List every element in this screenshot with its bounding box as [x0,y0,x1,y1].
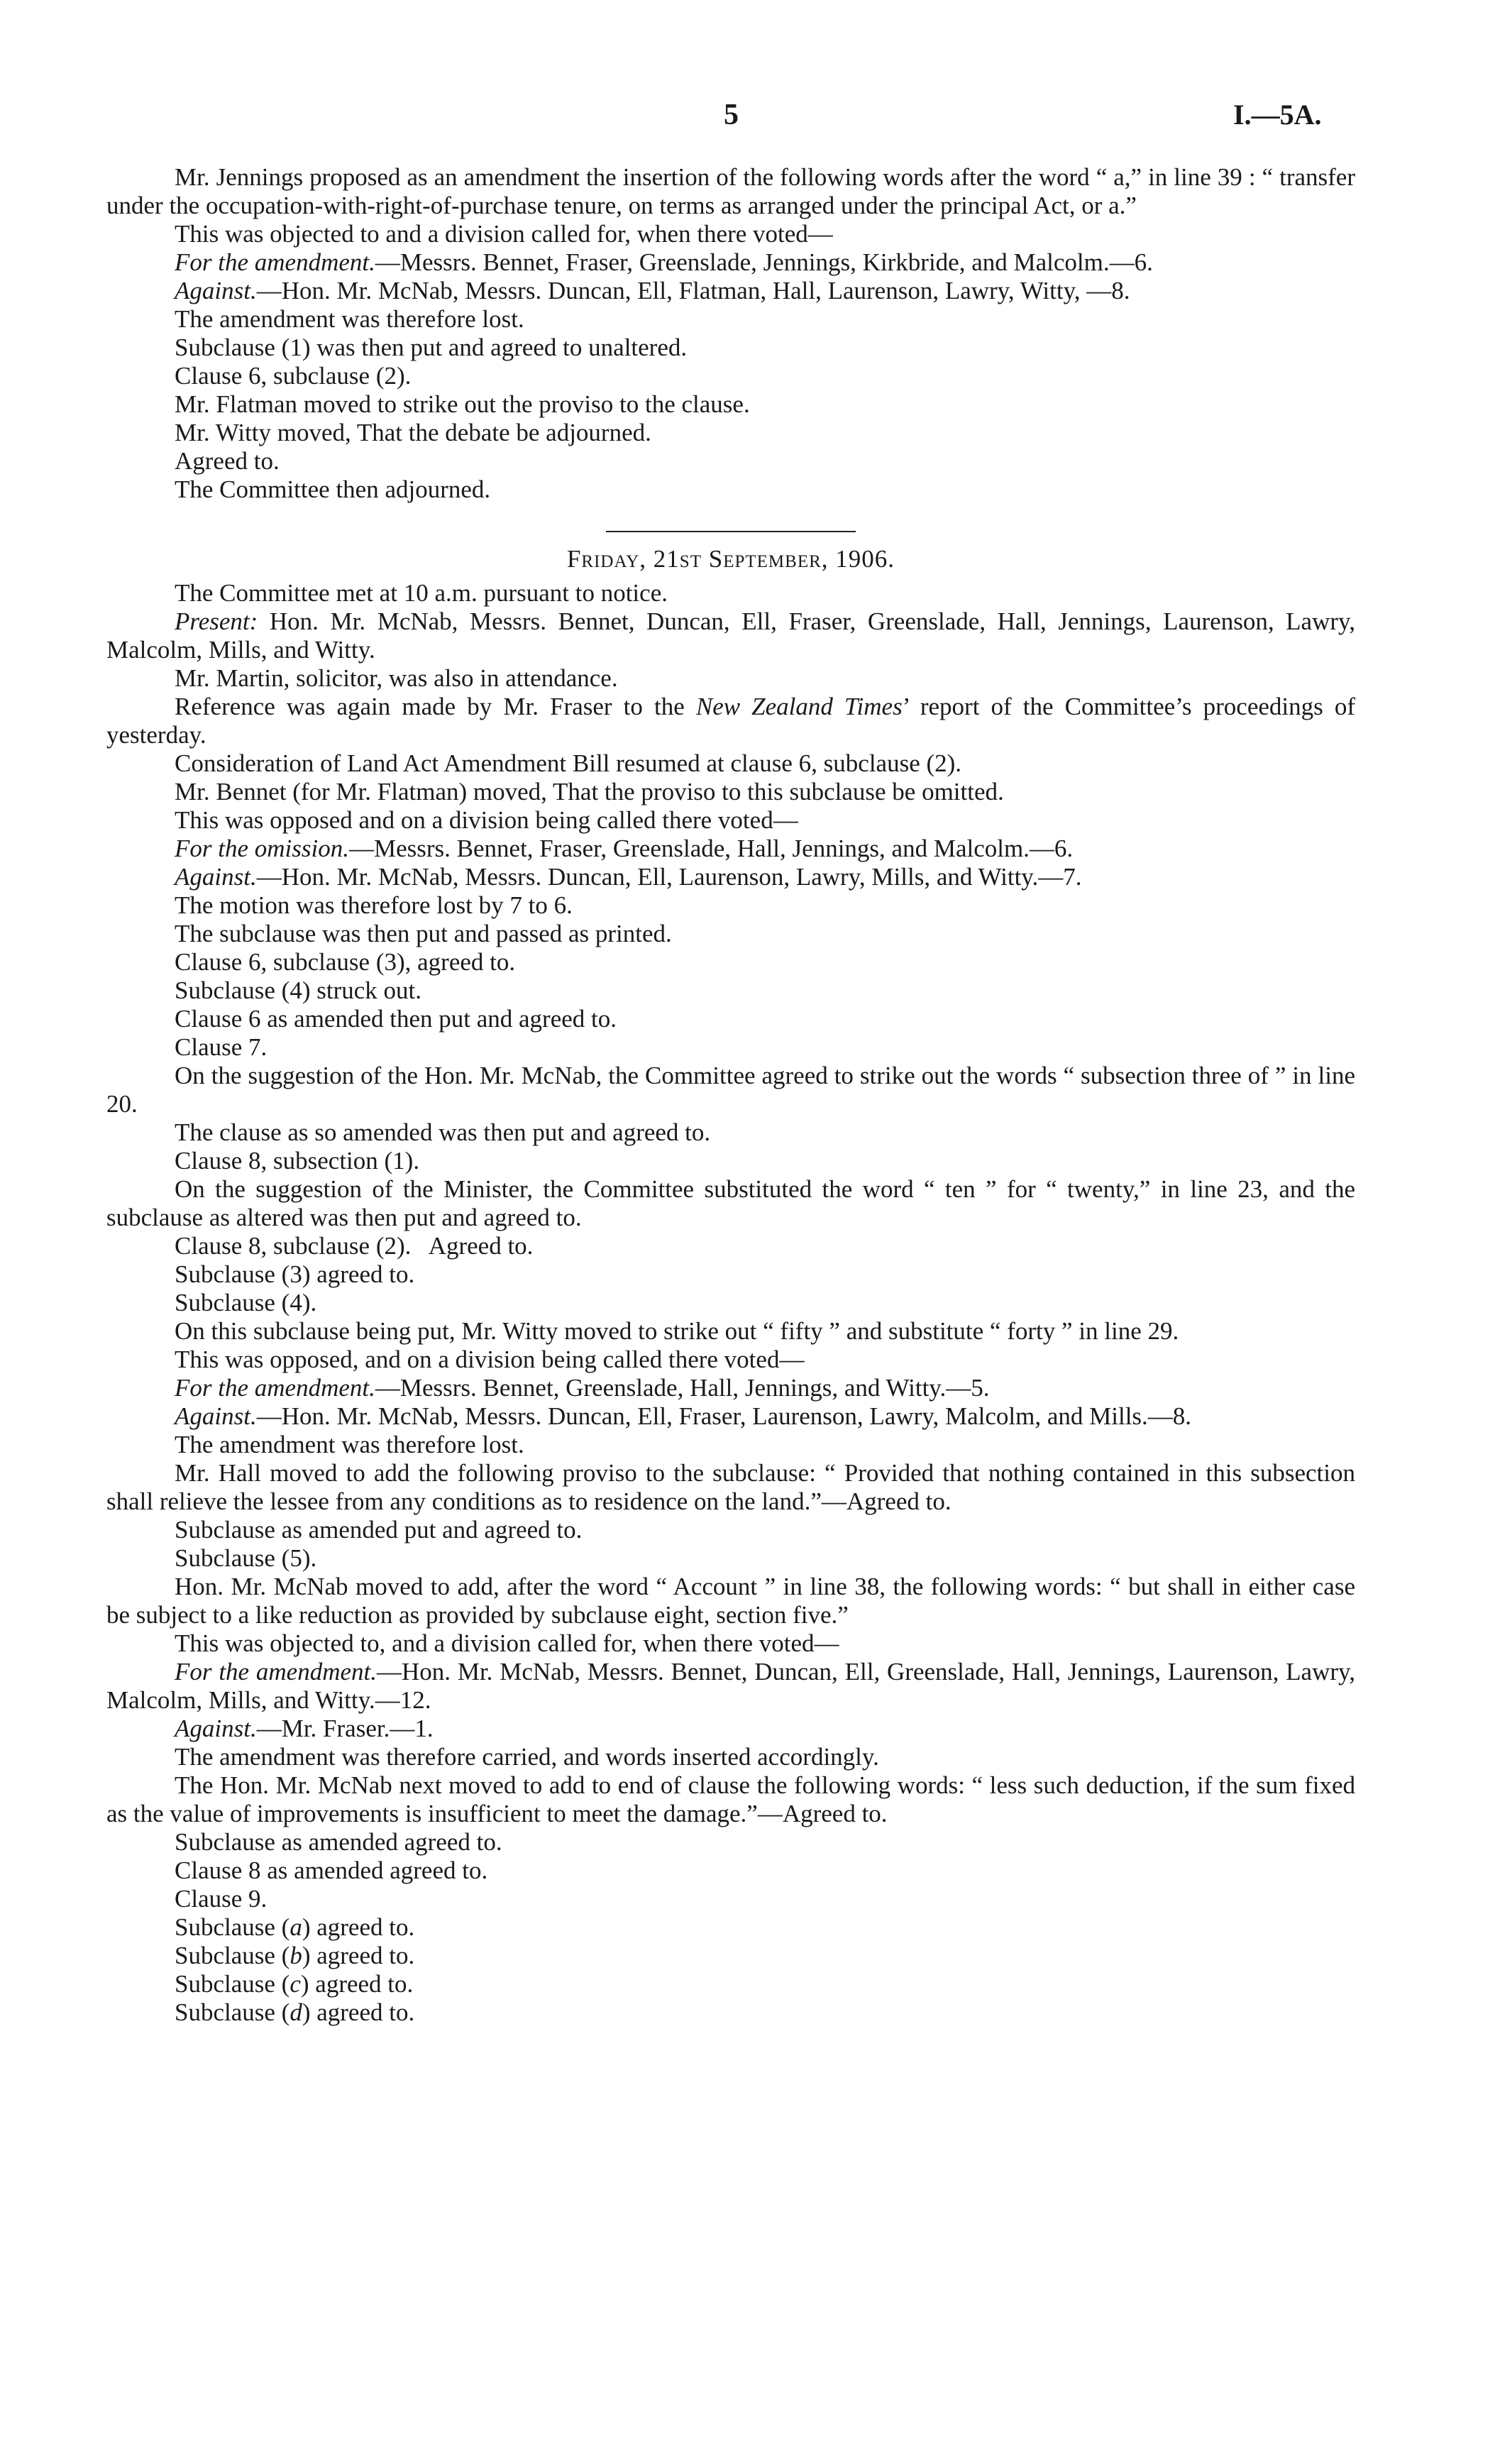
subclause-line [106,1998,1355,2027]
paragraph: Subclause as amended agreed to. [175,1828,502,1856]
paragraph: Mr. Bennet (for Mr. Flatman) moved, That the proviso to this subclause be omitted. [175,778,1004,805]
vote-names: —Messrs. Bennet, Greenslade, Hall, Jennings, and Witty.—5. [375,1374,990,1402]
vote-against [106,863,1355,891]
newspaper-title: New Zealand Times [695,693,903,720]
subclause-line [106,1970,1355,1998]
paragraph: Subclause (1) was then put and agreed to unaltered. [175,334,688,361]
vote-for [106,1658,1355,1715]
paragraph: The amendment was therefore lost. [175,1431,524,1458]
subclause-line [106,1913,1355,1942]
paragraph: Clause 6, subclause (3), agreed to. [175,948,516,976]
text-run: Subclause ( [175,1913,290,1941]
paragraph: Clause 6, subclause (2). [175,362,412,390]
attendance-names: Hon. Mr. McNab, Messrs. Bennet, Duncan, Ell, Fraser, Greenslade, Hall, Jennings, Laurenson, Lawry, Malcolm, Mills, and Witty. [106,607,1355,664]
vote-for [106,1374,1355,1402]
vote-against [106,1402,1355,1431]
attendance-label: Present: [175,607,258,635]
page-header [0,98,1500,141]
paragraph: Clause 9. [175,1885,268,1913]
paragraph: On the suggestion of the Minister, the Committee substituted the word “ ten ” for “ twenty,” in line 23, and the subclause as altered was then put and agreed to. [106,1175,1355,1231]
paragraph: Subclause (5). [175,1544,317,1572]
vote-label: For the omission. [175,835,349,862]
text-run: Subclause ( [175,1998,290,2026]
paragraph: Clause 8, subsection (1). [175,1147,420,1175]
paragraph: Subclause (3) agreed to. [175,1260,415,1288]
subclause-letter: d [289,1998,302,2026]
paragraph: The motion was therefore lost by 7 to 6. [175,891,573,919]
page-number: 5 [724,99,739,131]
paragraph: The subclause was then put and passed as printed. [175,920,672,947]
text-run: Subclause ( [175,1970,290,1998]
text-run: Subclause ( [175,1942,290,1969]
paragraph: Clause 8, subclause (2). Agreed to. [175,1232,534,1260]
section-heading: Friday, 21st September, 1906. [566,545,895,573]
paragraph: Subclause (4). [175,1289,317,1316]
vote-against [106,277,1355,305]
vote-names: —Messrs. Bennet, Fraser, Greenslade, Jennings, Kirkbride, and Malcolm.—6. [375,248,1153,276]
vote-names: —Hon. Mr. McNab, Messrs. Duncan, Ell, Fraser, Laurenson, Lawry, Malcolm, and Mills.—8. [256,1402,1192,1430]
document-body [106,163,1355,2027]
text-run: ) agreed to. [300,1970,414,1998]
text-run: ) agreed to. [302,1942,415,1969]
paragraph: Subclause as amended put and agreed to. [175,1516,583,1544]
paragraph: Mr. Jennings proposed as an amendment the insertion of the following words after the word “ a,” in line 39 : “ transfer under the occupation-with-right-of-purchase tenure, on terms as arranged under the principal Act, or a.” [106,163,1355,219]
vote-names: —Hon. Mr. McNab, Messrs. Duncan, Ell, Laurenson, Lawry, Mills, and Witty.—7. [256,863,1082,891]
paragraph: Hon. Mr. McNab moved to add, after the word “ Account ” in line 38, the following words: “ but shall in either case be subject to a like reduction as provided by subclause eight, section five.” [106,1573,1355,1629]
paragraph: Subclause (4) struck out. [175,977,421,1004]
subclause-line [106,1942,1355,1970]
paragraph: This was objected to, and a division called for, when there voted— [175,1629,839,1657]
vote-label: For the amendment. [175,248,375,276]
paragraph [106,693,1355,749]
paragraph: Mr. Flatman moved to strike out the proviso to the clause. [175,390,750,418]
section-divider [606,531,856,532]
vote-label: Against. [175,277,257,304]
paragraph: The amendment was therefore lost. [175,305,524,333]
paragraph: Mr. Martin, solicitor, was also in attendance. [175,664,618,692]
vote-label: For the amendment. [175,1658,377,1685]
paragraph: Agreed to. [175,447,280,475]
paragraph: This was objected to and a division called for, when there voted— [175,220,833,248]
paragraph: On the suggestion of the Hon. Mr. McNab, the Committee agreed to strike out the words “ subsection three of ” in line 20. [106,1062,1355,1118]
vote-names: —Mr. Fraser.—1. [256,1715,434,1742]
vote-for [106,248,1355,277]
subclause-letter: b [289,1942,302,1969]
subclause-letter: c [289,1970,301,1998]
paragraph: Clause 6 as amended then put and agreed to. [175,1005,617,1033]
paragraph: Mr. Hall moved to add the following proviso to the subclause: “ Provided that nothing contained in this subsection shall relieve the lessee from any conditions as to residence on the land.”—Agreed to. [106,1459,1355,1515]
vote-label: Against. [175,1715,257,1742]
vote-names: —Messrs. Bennet, Fraser, Greenslade, Hall, Jennings, and Malcolm.—6. [348,835,1074,862]
paragraph: Clause 8 as amended agreed to. [175,1857,488,1884]
vote-label: Against. [175,1402,257,1430]
subclause-letter: a [289,1913,302,1941]
paragraph: Mr. Witty moved, That the debate be adjourned. [175,419,651,446]
paragraph: Clause 7. [175,1033,268,1061]
paragraph: The amendment was therefore carried, and words inserted accordingly. [175,1743,879,1771]
paragraph: On this subclause being put, Mr. Witty moved to strike out “ fifty ” and substitute “ forty ” in line 29. [175,1317,1179,1345]
paragraph: This was opposed and on a division being called there voted— [175,806,798,834]
text-run: ) agreed to. [302,1913,415,1941]
paragraph: The Committee met at 10 a.m. pursuant to notice. [175,579,668,607]
paragraph: The Committee then adjourned. [175,475,491,503]
vote-names: —Hon. Mr. McNab, Messrs. Bennet, Duncan, Ell, Greenslade, Hall, Jennings, Laurenson, Lawry, Malcolm, Mills, and Witty.—12. [106,1658,1355,1714]
paragraph: The clause as so amended was then put and agreed to. [175,1118,711,1146]
document-reference: I.—5A. [1233,99,1322,131]
vote-names: —Hon. Mr. McNab, Messrs. Duncan, Ell, Flatman, Hall, Laurenson, Lawry, Witty, —8. [256,277,1130,304]
paragraph: This was opposed, and on a division being called there voted— [175,1346,805,1373]
vote-label: For the amendment. [175,1374,375,1402]
paragraph: The Hon. Mr. McNab next moved to add to end of clause the following words: “ less such deduction, if the sum fixed as the value of improvements is insufficient to meet the damage.”—Agreed to. [106,1771,1355,1827]
vote-label: Against. [175,863,257,891]
text-run: ’ report of the Committee’s proceedings of yesterday. [106,693,1356,749]
attendance [106,607,1355,664]
text-run: Reference was again made by Mr. Fraser to the [175,693,696,720]
vote-for [106,835,1355,863]
text-run: ) agreed to. [302,1998,415,2026]
paragraph: Consideration of Land Act Amendment Bill resumed at clause 6, subclause (2). [175,749,962,777]
vote-against [106,1715,1355,1743]
